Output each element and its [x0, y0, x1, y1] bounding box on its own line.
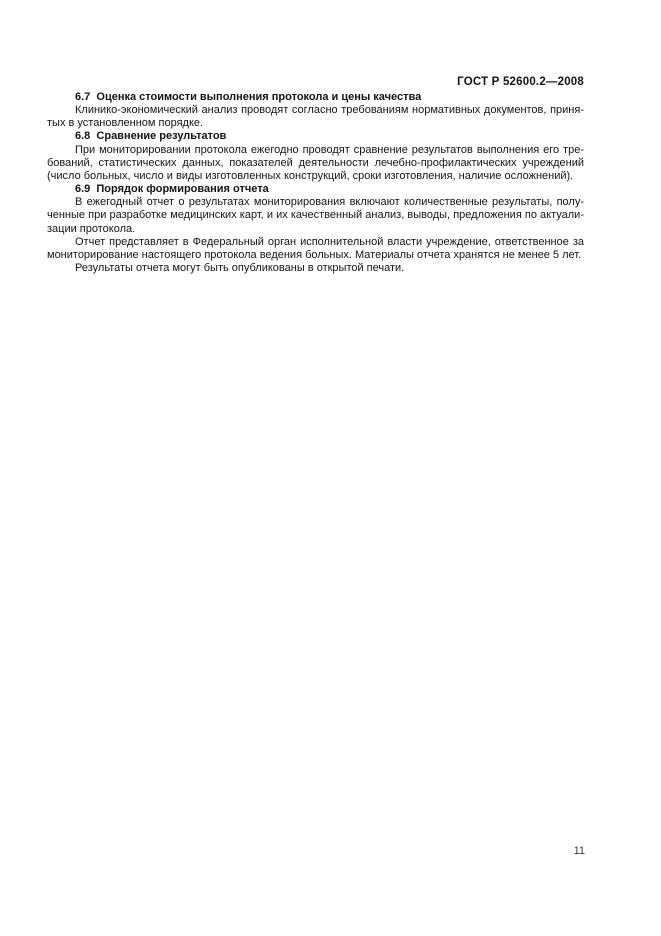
paragraph-line: бований, статистических данных, показателей деятельности лечебно-профилактических учреждений [47, 156, 584, 169]
paragraph-line: зации протокола. [47, 222, 136, 235]
section-heading-6-8: 6.8 Сравнение результатов [75, 130, 227, 143]
document-content [47, 91, 584, 275]
paragraph-line: Клинико-экономический анализ проводят согласно требованиям нормативных документов, приня- [75, 104, 584, 117]
standard-code: ГОСТ Р 52600.2—2008 [457, 76, 584, 88]
paragraph-line: Результаты отчета могут быть опубликованы в открытой печати. [75, 262, 405, 275]
page-number: 11 [573, 845, 585, 857]
paragraph-line: ченные при разработке медицинских карт, и их качественный анализ, выводы, предложения по актуали- [47, 209, 584, 222]
paragraph-line: тых в установленном порядке. [47, 117, 204, 130]
paragraph-line: (число больных, число и виды изготовленных конструкций, сроки изготовления, наличие осложнений). [47, 169, 574, 182]
paragraph-line: мониторирование настоящего протокола ведения больных. Материалы отчета хранятся не менее 5 лет. [47, 248, 582, 261]
section-heading-6-9: 6.9 Порядок формирования отчета [75, 183, 269, 196]
paragraph-line: В ежегодный отчет о результатах мониторирования включают количественные результаты, полу- [75, 196, 584, 209]
section-heading-6-7: 6.7 Оценка стоимости выполнения протокола и цены качества [75, 91, 422, 103]
paragraph-line: Отчет представляет в Федеральный орган исполнительной власти учреждение, ответственное за [75, 235, 584, 248]
paragraph-line: При мониторировании протокола ежегодно проводят сравнение результатов выполнения его тре- [75, 143, 584, 156]
